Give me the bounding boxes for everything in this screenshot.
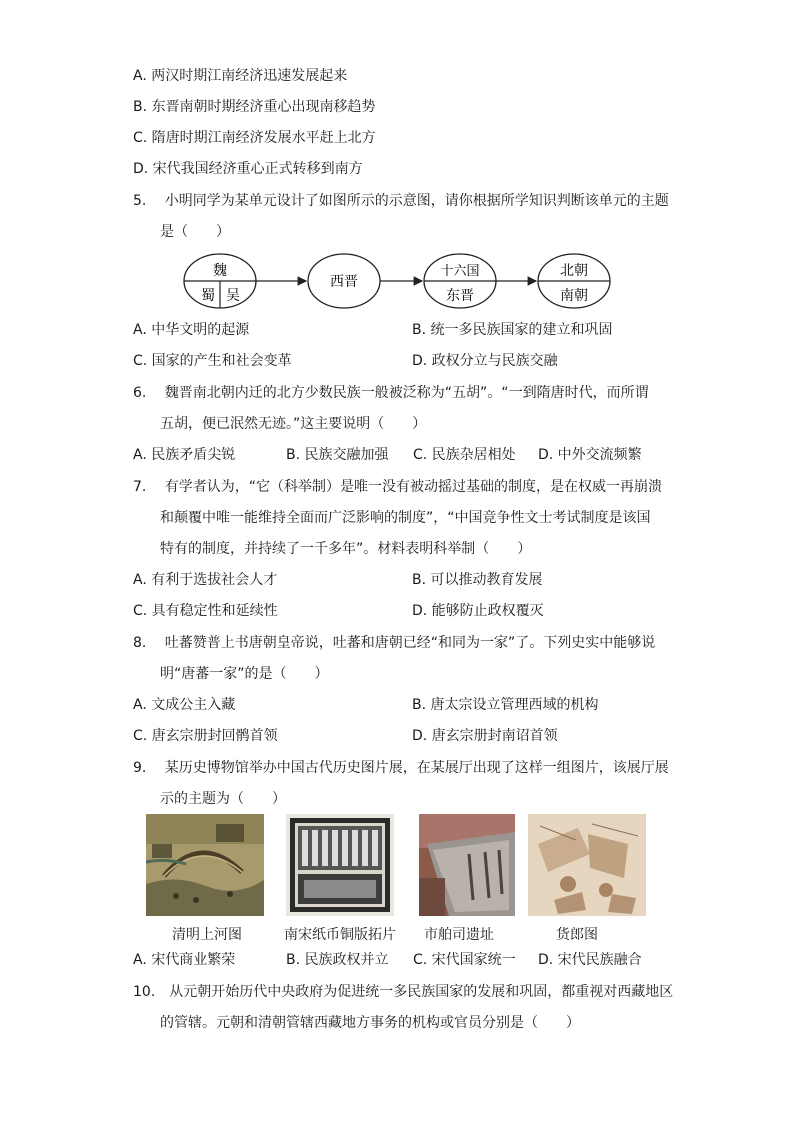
caption-paper-currency: 南宋纸币铜版拓片 [284, 927, 396, 943]
q7-stem-line3: 特有的制度，并持续了一千多年”。材料表明科举制（ ） [160, 541, 532, 557]
dynasty-diagram [180, 250, 620, 312]
q9-stem-line1: 9. 某历史博物馆举办中国古代历史图片展，在某展厅出现了这样一组图片，该展厅展 [133, 760, 669, 776]
q9-option-a: A. 宋代商业繁荣 [133, 952, 236, 968]
q6-option-a: A. 民族矛盾尖锐 [133, 447, 236, 463]
diagram-node-2-label: 西晋 [330, 274, 358, 290]
q7-stem-line1: 7. 有学者认为，“它（科举制）是唯一没有被动摇过基础的制度，是在权威一再崩溃 [133, 479, 663, 495]
q4-option-d: D. 宋代我国经济重心正式转移到南方 [133, 161, 363, 177]
q9-option-b: B. 民族政权并立 [286, 952, 389, 968]
q5-option-c: C. 国家的产生和社会变革 [133, 353, 292, 369]
q5-option-d: D. 政权分立与民族交融 [412, 353, 558, 369]
q5-stem-line1: 5. 小明同学为某单元设计了如图所示的示意图，请你根据所学知识判断该单元的主题 [133, 193, 669, 209]
q9-option-d: D. 宋代民族融合 [538, 952, 642, 968]
diagram-node-1-left: 蜀 [201, 288, 215, 304]
q8-option-d: D. 唐玄宗册封南诏首领 [412, 728, 558, 744]
q5-option-a: A. 中华文明的起源 [133, 322, 250, 338]
q5-stem-line2: 是（ ） [160, 224, 230, 240]
diagram-node-3-top: 十六国 [440, 264, 480, 279]
q4-option-a: A. 两汉时期江南经济迅速发展起来 [133, 68, 348, 84]
q7-option-d: D. 能够防止政权覆灭 [412, 603, 544, 619]
picture-gallery [140, 814, 660, 944]
q9-option-c: C. 宋代国家统一 [413, 952, 516, 968]
q6-stem-line1: 6. 魏晋南北朝内迁的北方少数民族一般被泛称为“五胡”。“一到隋唐时代，而所谓 [133, 385, 649, 401]
q6-option-b: B. 民族交融加强 [286, 447, 389, 463]
peddler-painting-image [528, 814, 646, 916]
q10-stem-line2: 的管辖。元朝和清朝管辖西藏地方事务的机构或官员分别是（ ） [160, 1015, 580, 1031]
caption-shibosi: 市舶司遗址 [424, 927, 494, 943]
q7-stem-line2: 和颠覆中唯一能维持全面而广泛影响的制度”，“中国竞争性文士考试制度是该国 [160, 510, 651, 526]
q7-option-c: C. 具有稳定性和延续性 [133, 603, 278, 619]
diagram-node-4-bottom: 南朝 [560, 288, 588, 304]
caption-huolang: 货郎图 [556, 927, 598, 943]
q6-option-c: C. 民族杂居相处 [413, 447, 516, 463]
q7-option-b: B. 可以推动教育发展 [412, 572, 543, 588]
q7-option-a: A. 有利于选拔社会人才 [133, 572, 278, 588]
q5-option-b: B. 统一多民族国家的建立和巩固 [412, 322, 613, 338]
q4-option-b: B. 东晋南朝时期经济重心出现南移趋势 [133, 99, 376, 115]
diagram-node-1-right: 吴 [226, 288, 240, 304]
diagram-node-4-top: 北朝 [560, 263, 588, 279]
q6-stem-line2: 五胡，便已泯然无迹。”这主要说明（ ） [160, 416, 427, 432]
q9-stem-line2: 示的主题为（ ） [160, 791, 286, 807]
q8-option-a: A. 文成公主入藏 [133, 697, 236, 713]
diagram-node-1-top: 魏 [213, 263, 227, 279]
qingming-painting-image [146, 814, 264, 916]
paper-currency-rubbing-image [286, 814, 394, 916]
q8-stem-line1: 8. 吐蕃赞普上书唐朝皇帝说，吐蕃和唐朝已经“和同为一家”了。下列史实中能够说 [133, 635, 656, 651]
q4-option-c: C. 隋唐时期江南经济发展水平赶上北方 [133, 130, 376, 146]
shibosi-site-image [419, 814, 515, 916]
q10-stem-line1: 10. 从元朝开始历代中央政府为促进统一多民族国家的发展和巩固，都重视对西藏地区 [133, 984, 674, 1000]
diagram-node-3-bottom: 东晋 [446, 288, 474, 304]
q8-stem-line2: 明“唐蕃一家”的是（ ） [160, 666, 329, 682]
q8-option-c: C. 唐玄宗册封回鹘首领 [133, 728, 278, 744]
caption-qingming: 清明上河图 [172, 927, 242, 943]
q8-option-b: B. 唐太宗设立管理西域的机构 [412, 697, 599, 713]
q6-option-d: D. 中外交流频繁 [538, 447, 642, 463]
